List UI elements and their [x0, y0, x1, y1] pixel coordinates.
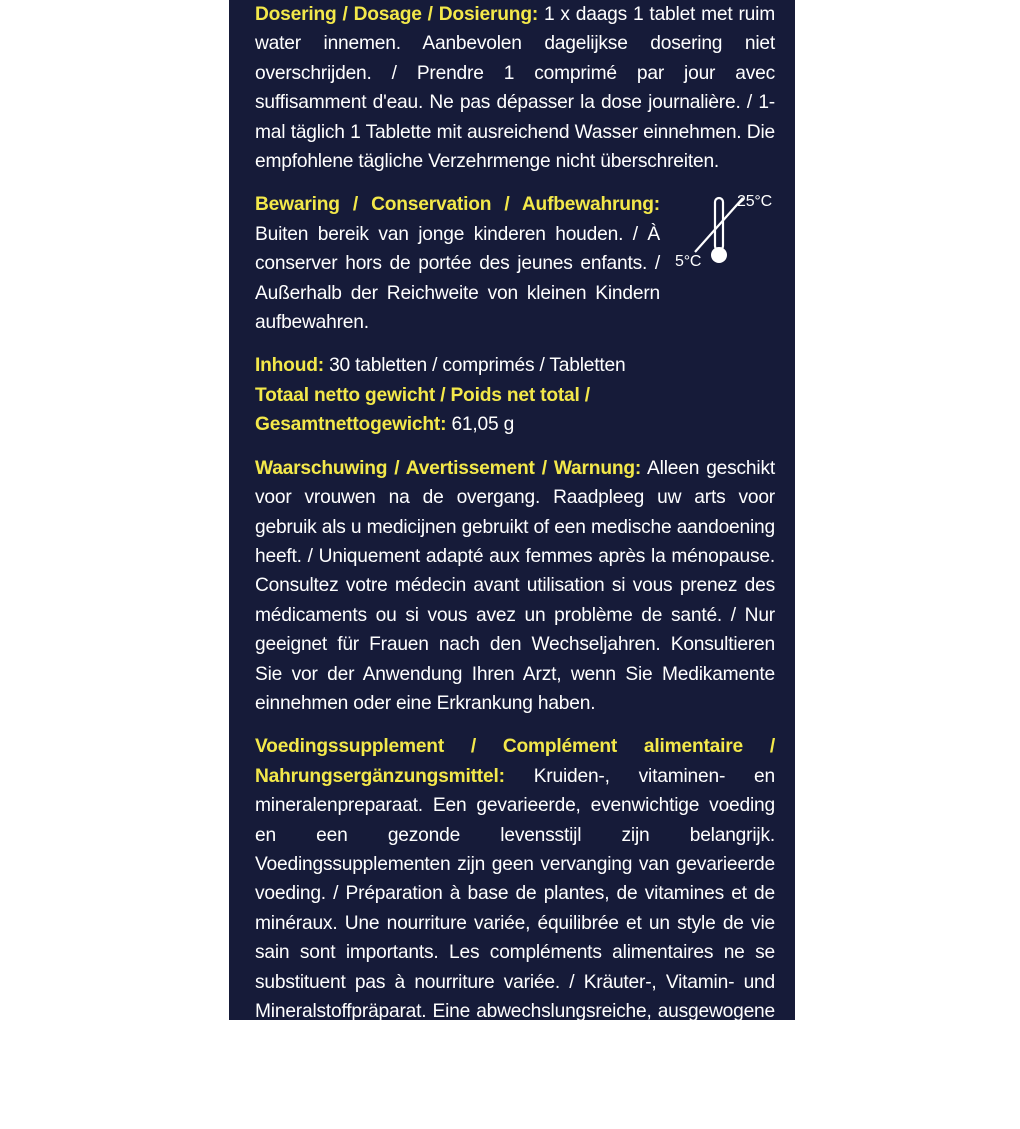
warning-heading: Waarschuwing / Avertissement / Warnung:: [255, 457, 642, 479]
contents-section: [255, 351, 775, 439]
thermometer-range-line: [695, 198, 743, 252]
dosage-section: [255, 0, 775, 176]
weight-heading-2: Gesamtnettogewicht:: [255, 414, 447, 436]
supplement-section: [255, 732, 775, 1114]
contents-heading: Inhoud:: [255, 355, 324, 377]
storage-text: Buiten bereik van jonge kinderen houden. / À conserver hors de portée des jeunes enfants. / Außerhalb der Reichweite von kleinen Kindern aufbewahren.: [255, 223, 660, 334]
dosage-heading: Dosering / Dosage / Dosierung:: [255, 4, 539, 25]
label-content: [255, 0, 775, 1129]
storage-section: [255, 190, 775, 337]
storage-heading: Bewaring / Conservation / Aufbewahrung:: [255, 194, 660, 216]
weight-line: [255, 410, 775, 439]
supplement-heading: Voedingssupplement / Complément alimentaire / Nahrungsergänzungsmittel:: [255, 736, 775, 787]
thermometer-bulb: [711, 247, 727, 263]
warning-text: Alleen geschikt voor vrouwen na de overgang. Raadpleeg uw arts voor gebruik als u medicijnen gebruikt of een medische aandoening heeft. / Uniquement adapté aux femmes après la ménopause. Consultez votre médecin avant utilisation si vous prenez des médicaments ou si vous avez un problème de santé. / Nur geeignet für Frauen nach den Wechseljahren. Konsultieren Sie vor der Anwendung Ihren Arzt, wenn Sie Medikamente einnehmen oder eine Erkrankung haben.: [255, 457, 775, 714]
weight-value: 61,05 g: [446, 414, 515, 436]
storage-text-block: [255, 190, 660, 337]
thermometer-icon: [671, 188, 775, 270]
contents-line: [255, 351, 775, 380]
temp-max-label: 25°C: [737, 193, 772, 211]
supplement-text: Kruiden-, vitaminen- en mineralenpreparaat. Een gevarieerde, evenwichtige voeding en een gezonde levensstijl zijn belangrijk. Voedingssupplementen zijn geen vervanging van gevarieerde voeding. / Préparation à base de plantes, de vitamines et de minéraux. Une nourriture variée, équilibrée et un style de vie sain sont importants. Les compléments alimentaires ne se substituent pas à nourriture variée. / Kräuter-, Vitamin- und Mineralstoffpräparat. Eine abwechslungsreiche, ausgewogene Ernährung und eine gesunde Lebensweise sind wichtig. Nahrungsergänzungsmittel sind kein Ersatz für abwechslungsreiche Ernährung.: [255, 765, 775, 1111]
dosage-text: 1 x daags 1 tablet met ruim water innemen. Aanbevolen dagelijkse dosering niet overschrijden. / Prendre 1 comprimé par jour avec suffisamment d'eau. Ne pas dépasser la dose journalière. / 1-mal täglich 1 Tablette mit ausreichend Wasser einnehmen. Die empfohlene tägliche Verzehrmenge nicht überschreiten.: [255, 4, 775, 173]
contents-text: 30 tabletten / comprimés / Tabletten: [323, 355, 626, 377]
label-panel: [229, 0, 795, 1111]
weight-heading-1: Totaal netto gewicht / Poids net total /: [255, 384, 590, 406]
weight-heading-line: [255, 381, 775, 410]
warning-section: [255, 454, 775, 719]
temp-min-label: 5°C: [675, 253, 702, 271]
